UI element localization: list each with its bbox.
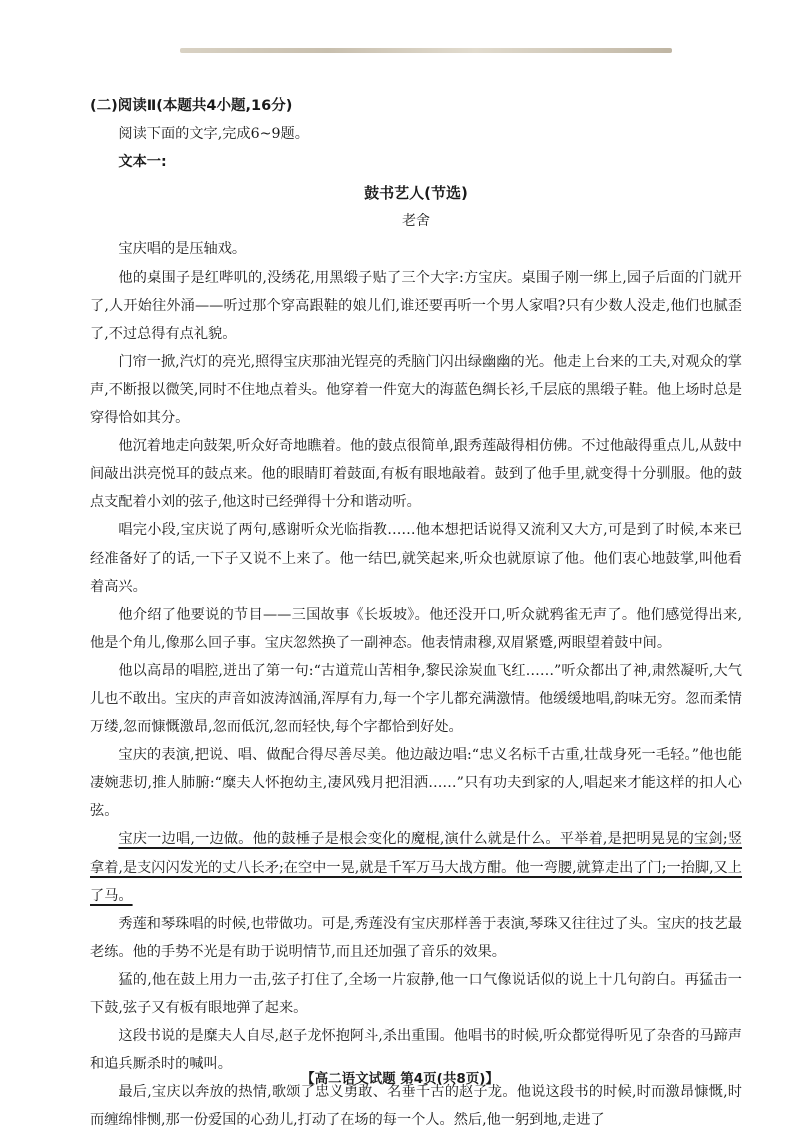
- paragraph: 他沉着地走向鼓架,听众好奇地瞧着。他的鼓点很简单,跟秀莲敲得相仿佛。不过他敲得重点儿,从鼓中间敲出洪亮悦耳的鼓点来。他的眼睛盯着鼓面,有板有眼地敲着。鼓到了他手里,就变得十分驯服。他的鼓点支配着小刘的弦子,他这时已经弹得十分和谐动听。: [90, 438, 742, 511]
- paragraph: 秀莲和琴珠唱的时候,也带做功。可是,秀莲没有宝庆那样善于表演,琴珠又往往过了头。宝庆的技艺最老练。他的手势不光是有助于说明情节,而且还加强了音乐的效果。: [90, 915, 742, 960]
- scan-top-edge: [180, 48, 672, 53]
- paragraph: 他以高昂的唱腔,迸出了第一句:“古道荒山苦相争,黎民涂炭血飞红……”听众都出了神,肃然凝听,大气儿也不敢出。宝庆的声音如波涛汹涌,浑厚有力,每一个字儿都充满激情。他缓缓地唱,韵味无穷。忽而柔情万缕,忽而慷慨激昂,忽而低沉,忽而轻快,每个字都恰到好处。: [90, 662, 742, 736]
- paragraph: 他介绍了他要说的节目——三国故事《长坂坡》。他还没开口,听众就鸦雀无声了。他们感觉得出来,他是个角儿,像那么回子事。宝庆忽然换了一副神态。他表情肃穆,双眉紧蹙,两眼望着鼓中间。: [90, 606, 742, 651]
- paragraph: 宝庆的表演,把说、唱、做配合得尽善尽美。他边敲边唱:“忠义名标千古重,壮哉身死一毛轻。”他也能凄婉悲切,推人肺腑:“糜夫人怀抱幼主,凄风残月把泪洒……”只有功夫到家的人,唱起来才能这样的扣人心弦。: [90, 747, 742, 820]
- underlined-paragraph: [90, 825, 742, 909]
- paragraph: 唱完小段,宝庆说了两句,感谢听众光临指教……他本想把话说得又流利又大方,可是到了时候,本来已经准备好了的话,一下子又说不上来了。他一结巴,就笑起来,听众也就原谅了他。他们衷心地鼓掌,叫他看着高兴。: [90, 522, 742, 595]
- page-footer: 【高二语文试题 第4页(共8页)】: [301, 1071, 499, 1087]
- text-label: 文本一:: [118, 154, 167, 171]
- paragraph: 猛的,他在鼓上用力一击,弦子打住了,全场一片寂静,他一口气像说话似的说上十几句韵白。再猛击一下鼓,弦子又有板有眼地弹了起来。: [90, 971, 742, 1016]
- paragraph: 最后,宝庆以奔放的热情,歌颂了忠义勇敢、名垂千古的赵子龙。他说这段书的时候,时而激昂慷慨,时而缠绵悱恻,那一份爱国的心劲儿,打动了在场的每一个人。然后,他一躬到地,走进了: [90, 1084, 742, 1129]
- instruction: 阅读下面的文字,完成6~9题。: [118, 126, 309, 143]
- section-heading: (二)阅读Ⅱ(本题共4小题,16分): [90, 98, 293, 114]
- paragraph: 这段书说的是糜夫人自尽,赵子龙怀抱阿斗,杀出重围。他唱书的时候,听众都觉得听见了杂沓的马蹄声和追兵厮杀时的喊叫。: [90, 1028, 742, 1073]
- paragraph: 宝庆唱的是压轴戏。: [118, 241, 247, 258]
- paragraph: 他的桌围子是红哔叽的,没绣花,用黑缎子贴了三个大字:方宝庆。桌围子刚一绑上,园子后面的门就开了,人开始往外涌——听过那个穿高跟鞋的娘儿们,谁还要再听一个男人家唱?只有少数人没走,他们也腻歪了,不过总得有点礼貌。: [90, 269, 742, 342]
- underlined-text: 宝庆一边唱,一边做。他的鼓棰子是根会变化的魔棍,演什么就是什么。平举着,是把明晃晃的宝剑;竖拿着,是支闪闪发光的丈八长矛;在空中一晃,就是千军万马大战方酣。他一弯腰,就算走出了门;一抬脚,又上了马。: [90, 831, 743, 904]
- article-title: 鼓书艺人(节选): [364, 184, 468, 203]
- article-author: 老舍: [402, 213, 430, 230]
- paragraph: 门帘一掀,汽灯的亮光,照得宝庆那油光锃亮的秃脑门闪出绿幽幽的光。他走上台来的工夫,对观众的掌声,不断报以微笑,同时不住地点着头。他穿着一件宽大的海蓝色绸长衫,千层底的黑缎子鞋。他上场时总是穿得恰如其分。: [90, 353, 742, 427]
- exam-page: [90, 92, 742, 1134]
